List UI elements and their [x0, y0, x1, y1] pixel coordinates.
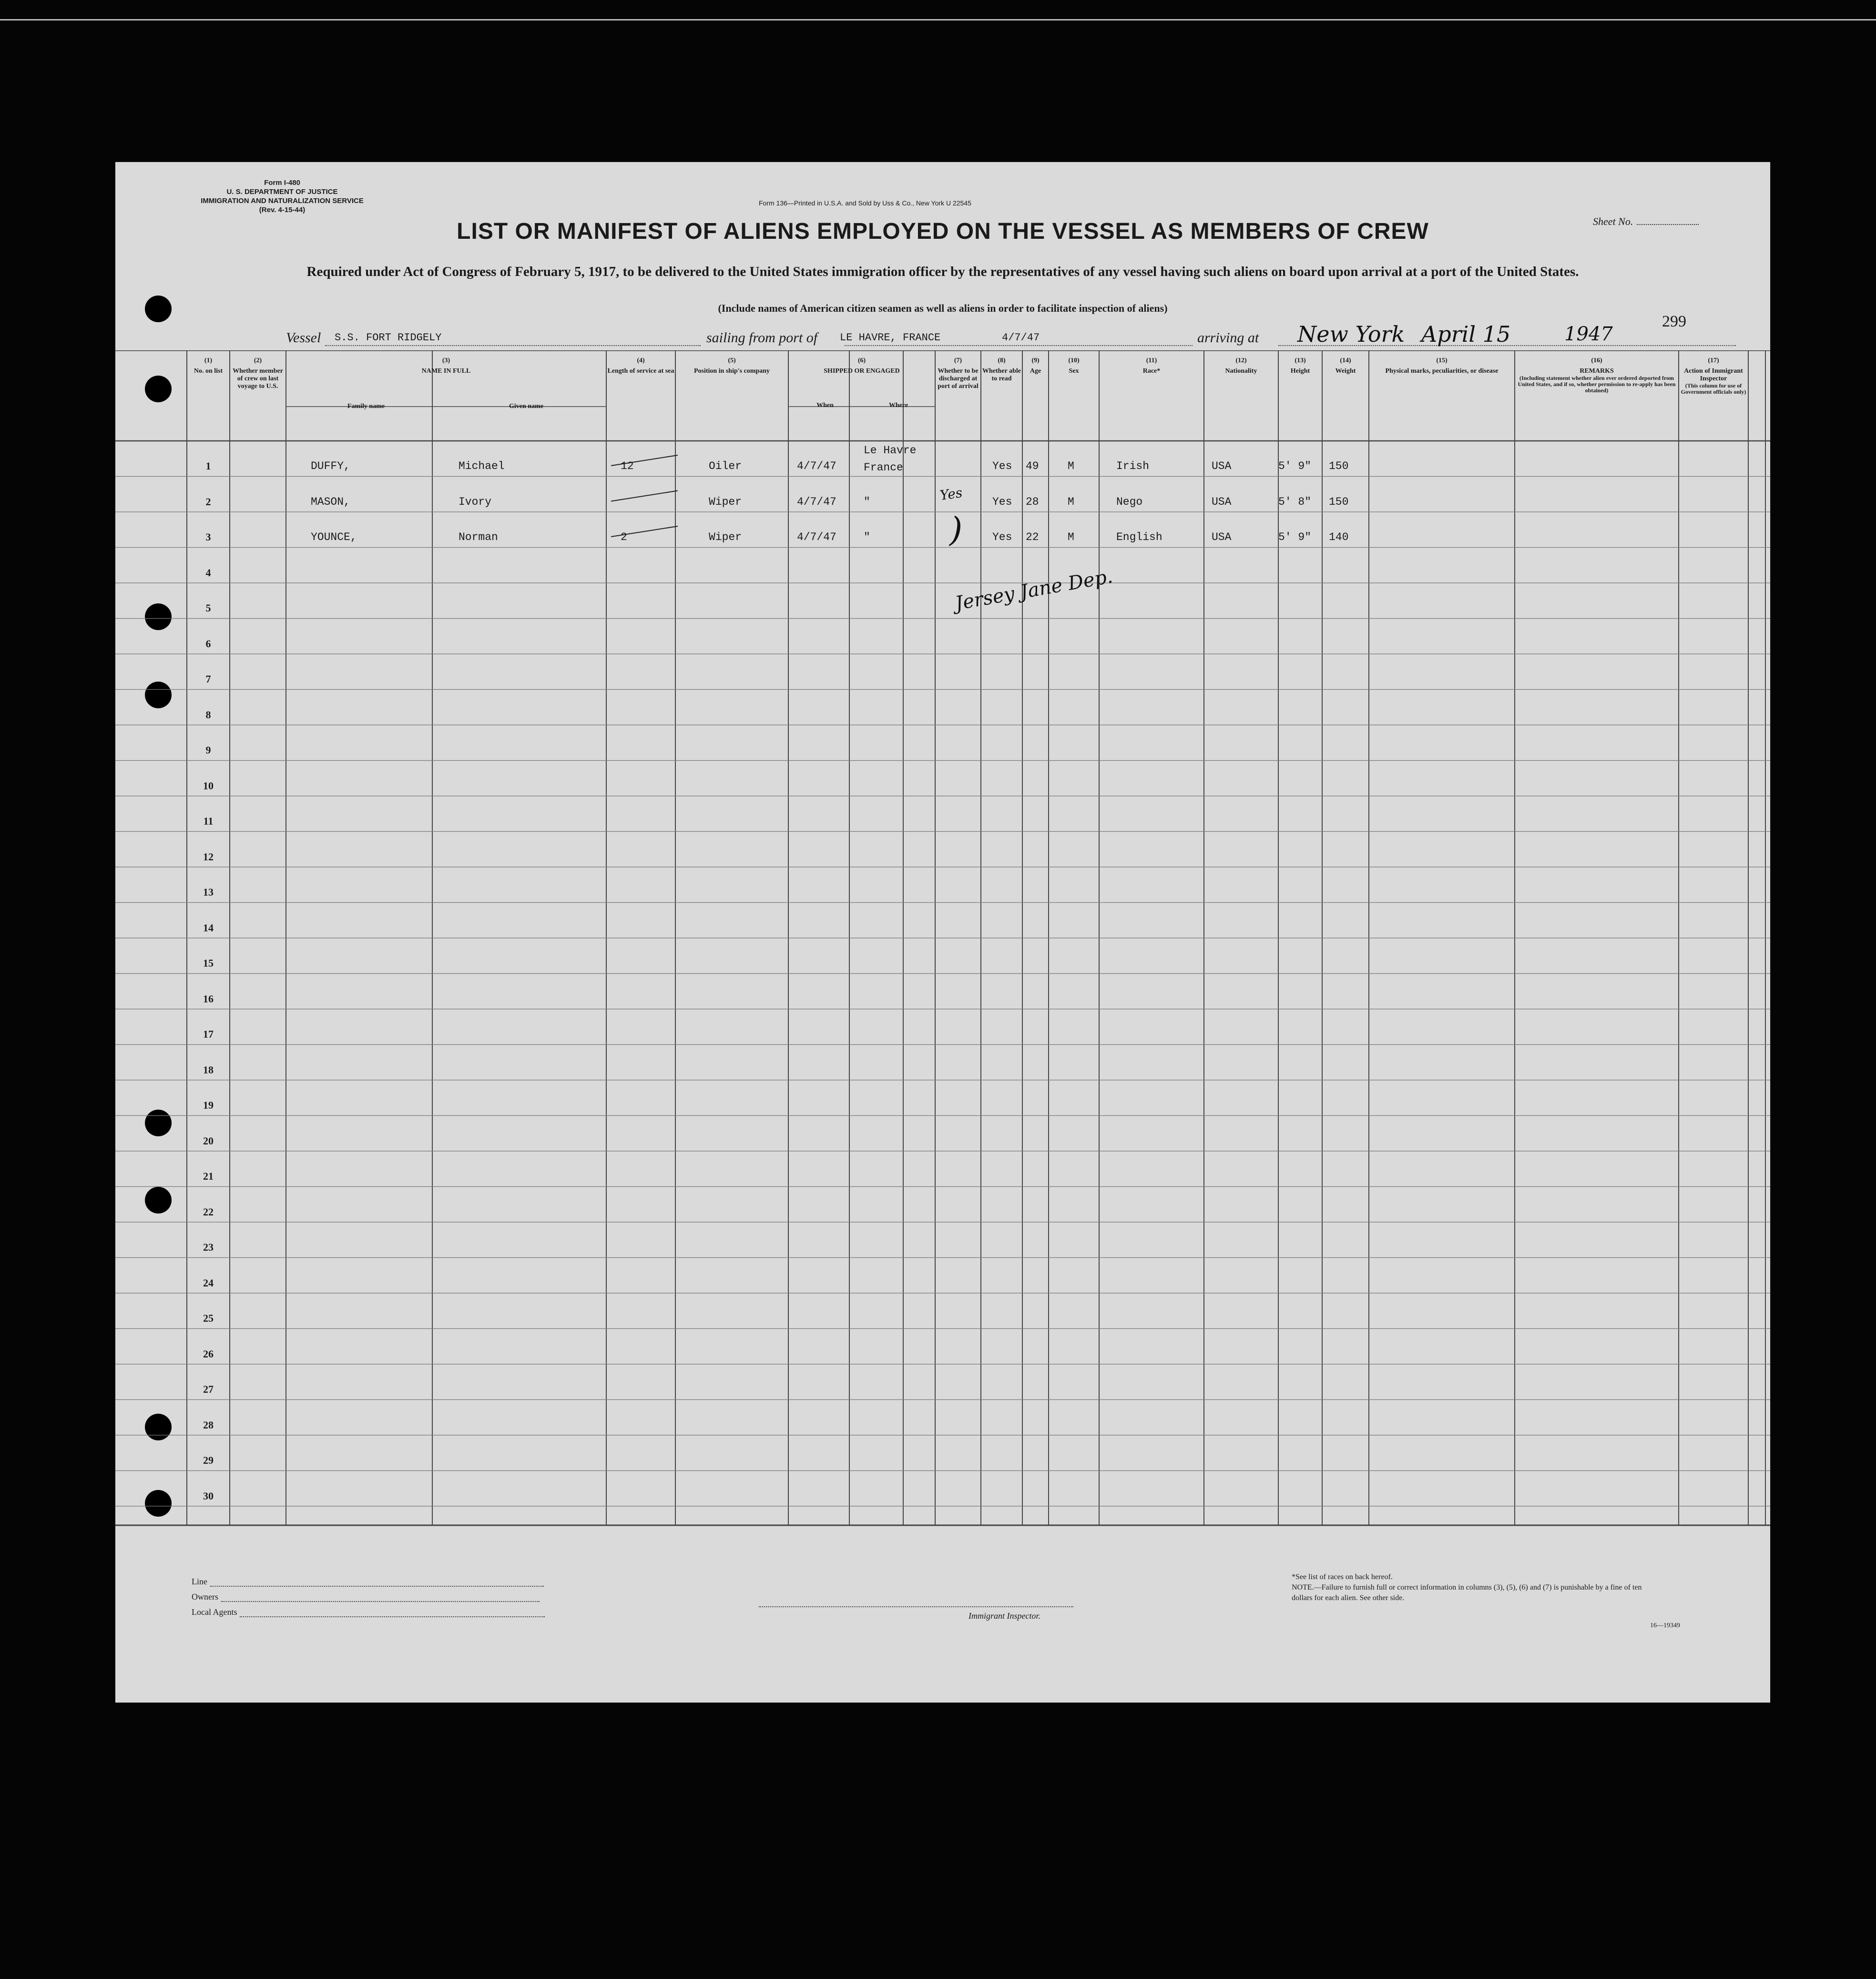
column-number: (7) — [954, 357, 962, 364]
service-name: IMMIGRATION AND NATURALIZATION SERVICE — [201, 197, 364, 205]
row-number: 3 — [205, 531, 211, 543]
cell-where: " — [864, 495, 870, 508]
column-number: (13) — [1295, 357, 1306, 364]
cell-height: 5' 9" — [1278, 460, 1312, 472]
arriving-label: arriving at — [1197, 330, 1259, 346]
row-number: 10 — [203, 779, 214, 792]
column-header — [1369, 357, 1515, 375]
form-revision: (Rev. 4-15-44) — [259, 206, 306, 214]
column-number: (1) — [204, 357, 213, 364]
sailing-label: sailing from port of — [706, 330, 818, 346]
column-header — [286, 357, 606, 410]
column-header — [1322, 357, 1369, 375]
row-number: 19 — [203, 1099, 214, 1111]
cell-given: Michael — [459, 460, 505, 472]
column-header — [981, 357, 1022, 383]
cell-race: Nego — [1116, 495, 1143, 508]
row-number: 7 — [205, 673, 211, 685]
cell-height: 5' 8" — [1278, 495, 1312, 508]
column-label: No. on list — [194, 367, 223, 375]
cell-weight: 150 — [1329, 460, 1349, 472]
column-label: Whether member of crew on last voyage to U.S. — [233, 367, 283, 390]
handwritten-bracket: ) — [949, 510, 963, 549]
column-label: NAME IN FULL — [421, 367, 471, 375]
column-number: (2) — [254, 357, 262, 364]
column-label: REMARKS — [1580, 367, 1614, 375]
form-header-block — [149, 178, 416, 214]
cell-family: MASON, — [311, 495, 350, 508]
column-number: (5) — [728, 357, 736, 364]
row-number: 24 — [203, 1276, 214, 1289]
column-header — [1049, 357, 1099, 375]
column-number: (17) — [1708, 357, 1719, 364]
column-label: Height — [1290, 367, 1310, 375]
row-number: 26 — [203, 1347, 214, 1360]
column-number: (4) — [637, 357, 645, 364]
page-subtitle: Required under Act of Congress of February 5, 1917, to be delivered to the United States immigration officer by the representatives of any vessel having such aliens on board upon arrival at a port of the United States. — [306, 264, 1579, 279]
column-header — [230, 357, 286, 390]
cell-race: English — [1116, 531, 1162, 543]
sailing-port: LE HAVRE, FRANCE — [840, 332, 941, 344]
department-name: U. S. DEPARTMENT OF JUSTICE — [226, 188, 338, 196]
cell-where: Le Havre France — [864, 444, 917, 474]
row-number: 1 — [205, 460, 211, 472]
arriving-date: April 15 — [1421, 321, 1511, 347]
row-number: 8 — [205, 708, 211, 721]
row-number: 18 — [203, 1063, 214, 1076]
cell-height: 5' 9" — [1278, 531, 1312, 543]
agents-label: Local Agents — [192, 1607, 237, 1617]
row-number: 12 — [203, 850, 214, 863]
row-number: 21 — [203, 1170, 214, 1182]
column-header — [1099, 357, 1204, 375]
form-number: Form I-480 — [264, 179, 300, 187]
cell-when: 4/7/47 — [797, 495, 836, 508]
column-label: Length of service at sea — [607, 367, 674, 375]
row-number: 15 — [203, 957, 214, 969]
column-number: (11) — [1146, 357, 1157, 364]
row-number: 14 — [203, 921, 214, 934]
column-number: (6) — [857, 357, 866, 364]
arriving-port: New York — [1297, 321, 1405, 347]
column-number: (16) — [1591, 357, 1602, 364]
column-header — [1679, 357, 1748, 395]
cell-position: Wiper — [709, 495, 742, 508]
signature: Jersey Jane Dep. — [953, 565, 1114, 615]
manifest-table-grid — [115, 350, 1770, 1747]
column-label: Whether to be discharged at port of arrival — [938, 367, 979, 390]
handwritten-yes-mark: Yes — [938, 484, 964, 504]
row-number: 27 — [203, 1383, 214, 1395]
cell-given: Norman — [459, 531, 498, 543]
row-number: 4 — [205, 566, 211, 579]
races-note: *See list of races on back hereof. — [1292, 1573, 1393, 1581]
line-label: Line — [192, 1577, 207, 1586]
footer-line-field — [192, 1577, 544, 1587]
column-sublabel: Given name — [509, 403, 543, 410]
manifest-sheet — [115, 162, 1770, 1703]
row-number: 23 — [203, 1241, 214, 1253]
cell-where: " — [864, 531, 870, 543]
row-number: 5 — [205, 602, 211, 614]
cell-nationality: USA — [1212, 495, 1232, 508]
cell-when: 4/7/47 — [797, 460, 836, 472]
column-header — [187, 357, 230, 375]
column-sublabel: Family name — [347, 403, 385, 410]
column-label: Sex — [1069, 367, 1079, 375]
cell-position: Wiper — [709, 531, 742, 543]
cell-sex: M — [1068, 460, 1074, 472]
row-number: 17 — [203, 1028, 214, 1040]
column-header — [1204, 357, 1278, 375]
row-number: 30 — [203, 1489, 214, 1502]
row-number: 9 — [205, 744, 211, 756]
column-header — [788, 357, 935, 409]
column-header — [675, 357, 788, 375]
cell-read: Yes — [992, 460, 1012, 472]
column-header — [606, 357, 675, 375]
vessel-label: Vessel — [286, 330, 321, 346]
sailing-date: 4/7/47 — [1002, 332, 1040, 344]
penalty-note: NOTE.—Failure to furnish full or correct information in columns (3), (5), (6) and (7) is punishable by a fine of ten dollars for each alien. See other side. — [1292, 1583, 1642, 1602]
row-number: 28 — [203, 1418, 214, 1431]
sheet-label: Sheet No. — [1593, 215, 1633, 227]
column-number: (9) — [1031, 357, 1040, 364]
cell-when: 4/7/47 — [797, 531, 836, 543]
footer-agents-field — [192, 1607, 545, 1617]
column-label: Weight — [1335, 367, 1356, 375]
printer-line: Form 136—Printed in U.S.A. and Sold by Uss & Co., New York U 22545 — [759, 199, 971, 207]
column-header — [1022, 357, 1049, 375]
column-number: (15) — [1436, 357, 1448, 364]
row-number: 11 — [203, 815, 214, 827]
row-number: 13 — [203, 886, 214, 898]
cell-family: DUFFY, — [311, 460, 350, 472]
sheet-number: 299 — [1662, 313, 1686, 330]
column-sublabel: (This column for use of Government officials only) — [1681, 382, 1746, 395]
footer-owners-field — [192, 1592, 540, 1602]
form-code: 16—19349 — [1650, 1622, 1680, 1629]
owners-label: Owners — [192, 1592, 218, 1602]
cell-sex: M — [1068, 495, 1074, 508]
row-number: 22 — [203, 1205, 214, 1218]
column-label: Position in ship's company — [693, 367, 770, 375]
column-sublabel: When — [816, 402, 834, 409]
cell-age: 28 — [1026, 495, 1039, 508]
column-number: (12) — [1235, 357, 1247, 364]
cell-read: Yes — [992, 495, 1012, 508]
scan-border-line — [0, 19, 1876, 20]
column-number: (3) — [442, 357, 450, 364]
row-number: 29 — [203, 1454, 214, 1466]
cell-position: Oiler — [709, 460, 742, 472]
row-number: 6 — [205, 637, 211, 650]
column-label: Race* — [1142, 367, 1161, 375]
column-number: (14) — [1340, 357, 1351, 364]
row-number: 16 — [203, 992, 214, 1005]
arriving-year: 1947 — [1564, 323, 1613, 345]
cell-weight: 150 — [1329, 495, 1349, 508]
row-number: 2 — [205, 495, 211, 508]
cell-sex: M — [1068, 531, 1074, 543]
cell-age: 22 — [1026, 531, 1039, 543]
column-label: Age — [1030, 367, 1041, 375]
row-number: 25 — [203, 1312, 214, 1324]
column-label: Physical marks, peculiarities, or disease — [1385, 367, 1499, 375]
cell-weight: 140 — [1329, 531, 1349, 543]
cell-age: 49 — [1026, 460, 1039, 472]
column-header — [1278, 357, 1322, 375]
column-number: (8) — [998, 357, 1006, 364]
subtitle-note: (Include names of American citizen seamen as well as aliens in order to facilitate inspection of aliens) — [718, 302, 1168, 314]
cell-nationality: USA — [1212, 531, 1232, 543]
column-label: Whether able to read — [982, 367, 1021, 382]
inspector-signature-line — [759, 1606, 1073, 1607]
row-number: 20 — [203, 1134, 214, 1147]
cell-nationality: USA — [1212, 460, 1232, 472]
vessel-name: S.S. FORT RIDGELY — [335, 332, 442, 344]
column-sublabel: (Including statement whether alien ever ordered deported from United States, and if so, whether permission to re-apply has been obtained) — [1518, 375, 1676, 394]
cell-race: Irish — [1116, 460, 1150, 472]
inspector-label: Immigrant Inspector. — [969, 1611, 1040, 1621]
column-number: (10) — [1068, 357, 1080, 364]
cell-read: Yes — [992, 531, 1012, 543]
cell-service: 2 — [621, 531, 627, 543]
page-title: LIST OR MANIFEST OF ALIENS EMPLOYED ON THE VESSEL AS MEMBERS OF CREW — [457, 219, 1429, 244]
column-label: Action of Immigrant Inspector — [1684, 367, 1743, 382]
cell-given: Ivory — [459, 495, 492, 508]
column-label: Nationality — [1225, 367, 1257, 375]
column-header — [1515, 357, 1679, 394]
column-label: SHIPPED OR ENGAGED — [824, 367, 900, 375]
column-header — [935, 357, 981, 390]
cell-family: YOUNCE, — [311, 531, 357, 543]
column-sublabel: Where — [888, 402, 908, 409]
cell-service: 12 — [621, 460, 634, 472]
